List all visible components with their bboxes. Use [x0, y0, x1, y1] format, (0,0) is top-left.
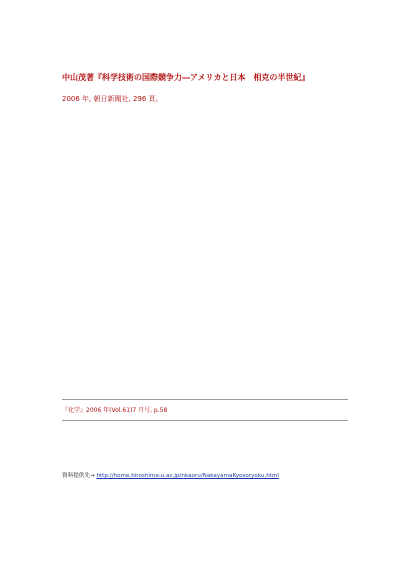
body-paragraph-3: [62, 330, 348, 392]
body-paragraph-1: [62, 116, 348, 160]
source-link[interactable]: http://home.hiroshima-u.ac.jp/nkaoru/NakayamaKyosoryoku.html: [96, 473, 279, 479]
review-title: 中山茂著『科学技術の国際競争力―アメリカと日本 相克の半世紀』: [62, 73, 310, 82]
source-label: 資料提供先→: [62, 473, 95, 479]
citation: 『化学』2006 年(Vol.61)7 月号, p.58: [62, 407, 168, 414]
divider-top: [62, 399, 348, 400]
publication-info: 2006 年, 朝日新聞社, 296 頁。: [62, 95, 163, 103]
divider-bottom: [62, 420, 348, 421]
source-line: [62, 471, 279, 479]
body-paragraph-2: [62, 170, 348, 322]
